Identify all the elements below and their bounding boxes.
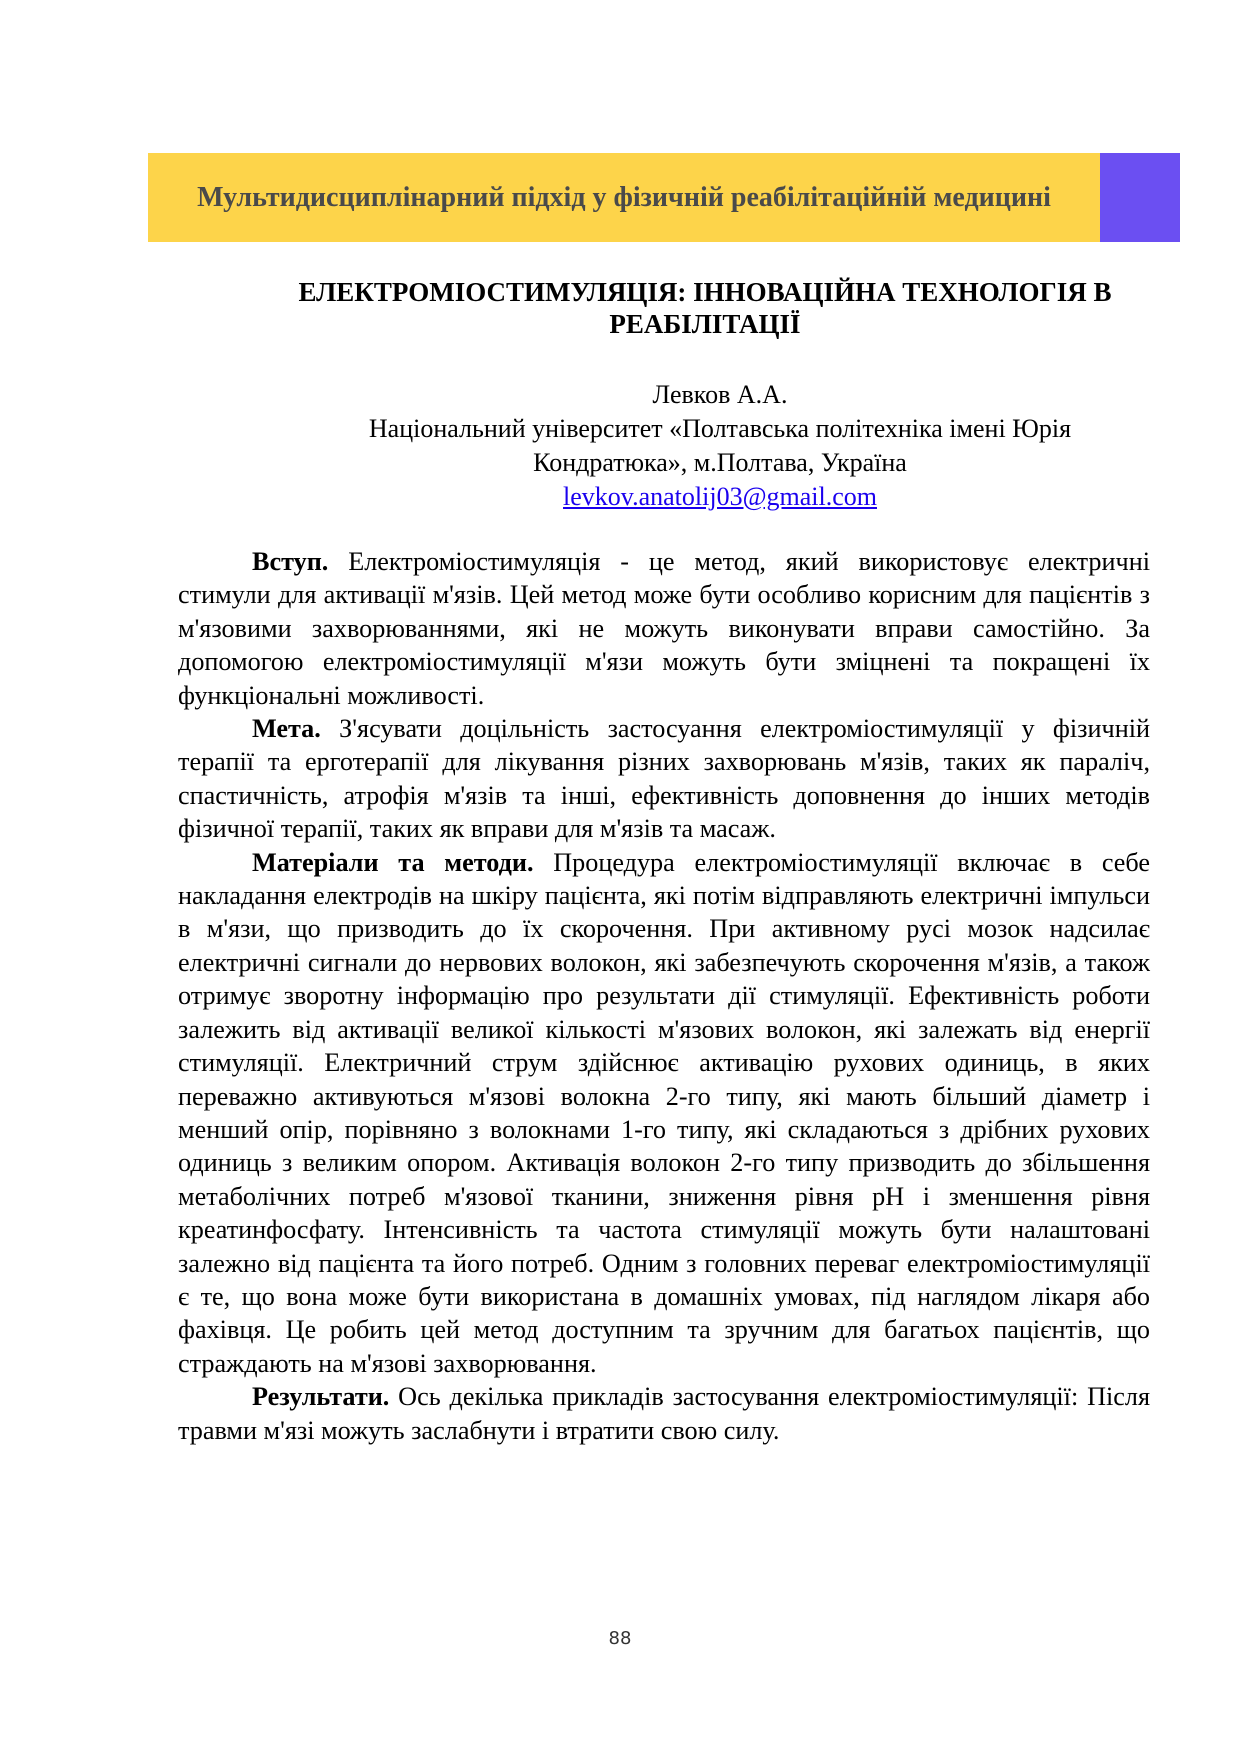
author-email-link[interactable]: levkov.anatolij03@gmail.com	[563, 482, 877, 511]
banner-accent-block	[1100, 153, 1180, 242]
section-materials-methods	[178, 846, 1150, 1381]
author-block	[260, 378, 1180, 514]
section-text: З'ясувати доцільність застосуання електроміостимуляції у фізичній терапії та ерготерапії для лікування різних захворювань м'язів, таких як параліч, спастичність, атрофія м'язів та інші, ефективність доповнення до інших методів фізичної терапії, таких як вправи для м'язів та масаж.	[178, 714, 1150, 844]
section-label: Мета.	[252, 714, 321, 744]
section-text: Електроміостимуляція - це метод, який використовує електричні стимули для активації м'язів. Цей метод може бути особливо корисним для пацієнтів з м'язовими захворюваннями, які не можуть виконувати вправи самостійно. За допомогою електроміостимуляції м'язи можуть бути зміцнені та покращені їх функціональні можливості.	[178, 547, 1150, 710]
section-aim	[178, 712, 1150, 846]
author-name: Левков А.А.	[652, 380, 788, 409]
page-number: 88	[608, 1628, 632, 1649]
article-body	[178, 545, 1150, 1447]
section-label: Результати.	[252, 1382, 390, 1412]
affiliation-line-2: Кондратюка», м.Полтава, Україна	[533, 448, 907, 477]
article-title: ЕЛЕКТРОМІОСТИМУЛЯЦІЯ: ІННОВАЦІЙНА ТЕХНОЛОГІЯ В РЕАБІЛІТАЦІЇ	[298, 277, 1112, 339]
banner-title: Мультидисциплінарний підхід у фізичній реабілітаційній медицині	[197, 181, 1051, 213]
section-label: Матеріали та методи.	[252, 847, 534, 877]
section-results	[178, 1380, 1150, 1447]
section-label: Вступ.	[252, 547, 329, 576]
section-text: Процедура електроміостимуляції включає в себе накладання електродів на шкіру пацієнта, які потім відправляють електричні імпульси в м'язи, що призводить до їх скорочення. При активному русі мозок надсилає електричні сигнали до нервових волокон, які забезпечують скорочення м'язів, а також отримує зворотну інформацію про результати дії стимуляції. Ефективність роботи залежить від активації великої кількості м'язових волокон, які залежать від енергії стимуляції. Електричний струм здійснює активацію рухових одиниць, в яких переважно активуються м'язові волокна 2-го типу, які мають більший діаметр і менший опір, порівняно з волокнами 1-го типу, які складаються з дрібних рухових одиниць з великим опором. Активація волокон 2-го типу призводить до збільшення метаболічних потреб м'язової тканини, зниження рівня pH і зменшення рівня креатинфосфату. Інтенсивність та частота стимуляції можуть бути налаштовані залежно від пацієнта та його потреб. Одним з головних переваг електроміостимуляції є те, що вона може бути використана в домашніх умовах, під наглядом лікаря або фахівця. Це робить цей метод доступним та зручним для багатьох пацієнтів, що страждають на м'язові захворювання.	[178, 847, 1150, 1378]
section-text: Ось декілька прикладів застосування електроміостимуляції: Після травми м'язі можуть заслабнути і втратити свою силу.	[178, 1382, 1150, 1445]
header-banner	[148, 153, 1180, 242]
section-introduction	[178, 545, 1150, 712]
affiliation-line-1: Національний університет «Полтавська політехніка імені Юрія	[368, 414, 1072, 443]
